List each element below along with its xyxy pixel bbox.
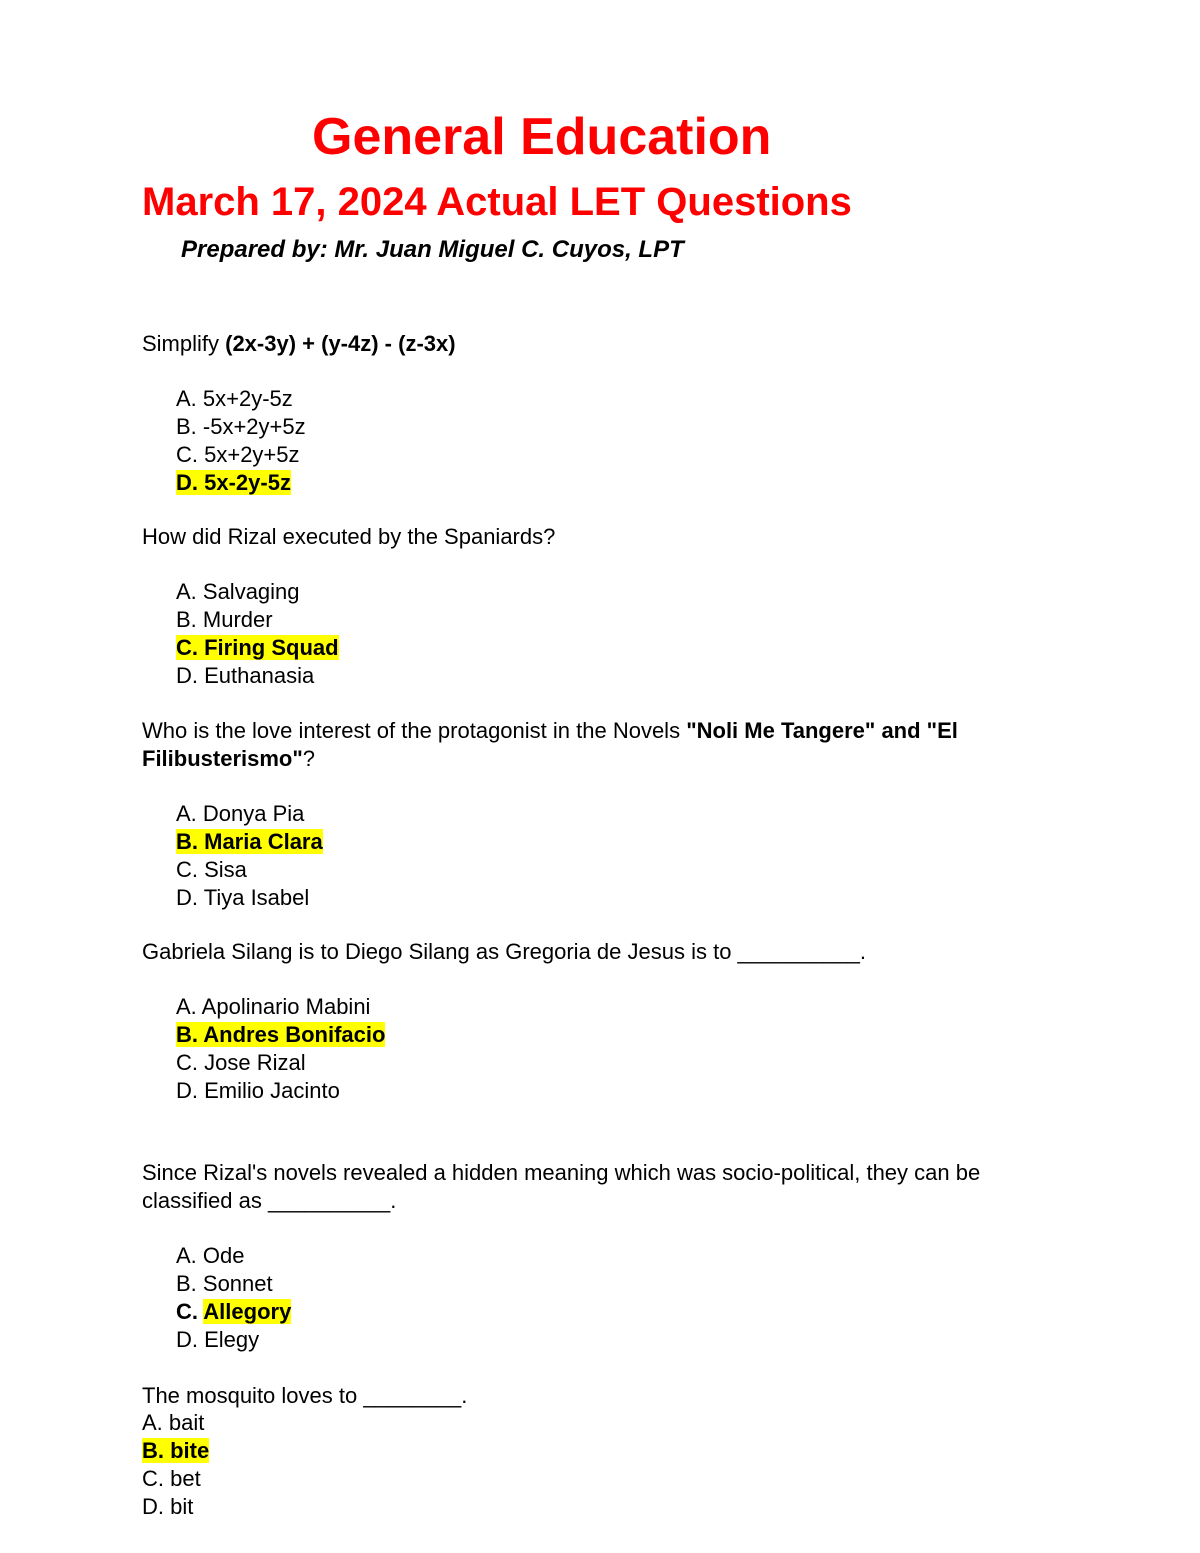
option: C. Sisa [176, 857, 247, 882]
highlighted-answer: C. Firing Squad [176, 635, 339, 660]
option: D. Emilio Jacinto [176, 1078, 340, 1103]
option: A. Salvaging [176, 579, 300, 604]
option: D. Euthanasia [176, 663, 315, 688]
question-5-options [176, 1242, 291, 1354]
question-5: Since Rizal's novels revealed a hidden meaning which was socio-political, they can be classified as __________. [142, 1160, 981, 1213]
highlighted-answer: D. 5x-2y-5z [176, 470, 291, 495]
novel-titles: "Noli Me Tangere" and "El Filibusterismo" [142, 718, 958, 771]
question-4-options [176, 993, 385, 1105]
highlighted-answer: B. Maria Clara [176, 829, 323, 854]
prepared-by: Prepared by: Mr. Juan Miguel C. Cuyos, LPT [181, 236, 684, 263]
question-2-options [176, 578, 339, 690]
answer-option [142, 1437, 209, 1465]
answer-option [176, 1298, 291, 1326]
answer-label: C. [176, 1299, 204, 1324]
question-4: Gabriela Silang is to Diego Silang as Gregoria de Jesus is to __________. [142, 939, 867, 964]
question-1-options [176, 385, 306, 497]
answer-option [176, 469, 306, 497]
option: D. bit [142, 1494, 194, 1519]
option: A. 5x+2y-5z [176, 386, 293, 411]
option: A. bait [142, 1410, 205, 1435]
option: B. -5x+2y+5z [176, 414, 306, 439]
option: C. Jose Rizal [176, 1050, 306, 1075]
question-1-text: Simplify [142, 331, 226, 356]
question-2: How did Rizal executed by the Spaniards? [142, 524, 556, 549]
answer-option [176, 1021, 385, 1049]
question-6: The mosquito loves to ________. [142, 1383, 468, 1408]
option: C. 5x+2y+5z [176, 442, 300, 467]
option: A. Donya Pia [176, 801, 305, 826]
answer-option [176, 828, 323, 856]
question-1-expression: (2x-3y) + (y-4z) - (z-3x) [225, 331, 456, 356]
document-subtitle: March 17, 2024 Actual LET Questions [142, 180, 852, 224]
document-title: General Education [312, 108, 772, 166]
option: A. Apolinario Mabini [176, 994, 371, 1019]
question-1 [142, 330, 1062, 358]
question-3-options [176, 800, 323, 912]
option: B. Murder [176, 607, 273, 632]
highlighted-answer: B. Andres Bonifacio [176, 1022, 386, 1047]
answer-option [176, 634, 339, 662]
option: D. Elegy [176, 1327, 260, 1352]
option: A. Ode [176, 1243, 245, 1268]
highlighted-answer: Allegory [203, 1299, 292, 1324]
option: D. Tiya Isabel [176, 885, 310, 910]
highlighted-answer: B. bite [142, 1438, 210, 1463]
question-3: Who is the love interest of the protagonist in the Novels "Noli Me Tangere" and "El Filibusterismo"? [142, 718, 958, 771]
question-6-options [142, 1409, 209, 1521]
option: B. Sonnet [176, 1271, 273, 1296]
option: C. bet [142, 1466, 201, 1491]
